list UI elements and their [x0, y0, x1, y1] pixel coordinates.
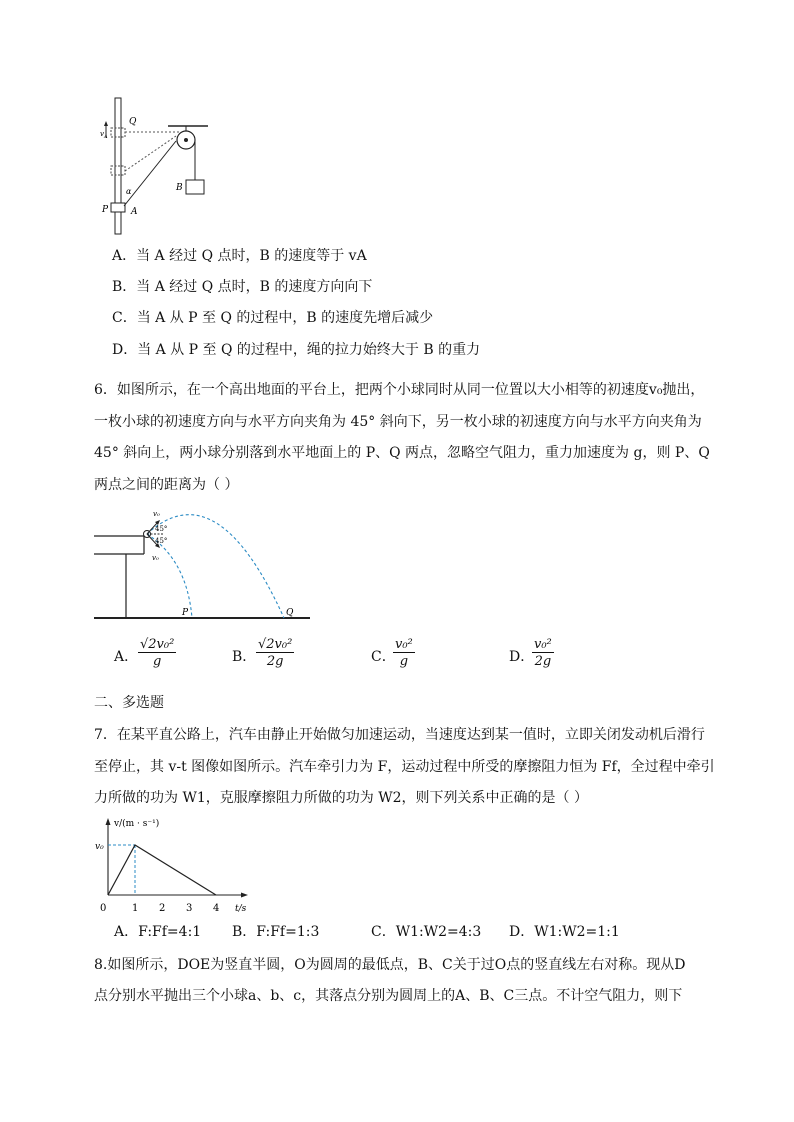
- velocity-arrowhead: [104, 121, 108, 126]
- x-tick-0: 0: [100, 903, 107, 914]
- q6-option-b-label: B．: [232, 649, 257, 665]
- q6-option-b-denominator: 2g: [266, 654, 284, 669]
- x-axis-label: t/s: [235, 904, 247, 914]
- label-angle-down: 45°: [155, 537, 168, 545]
- label-angle-up: 45°: [155, 525, 168, 533]
- rope-a: [124, 141, 176, 206]
- q6-option-d-numerator: v₀²: [534, 637, 552, 652]
- series-line-v: [108, 845, 216, 895]
- q6-option-c-denominator: g: [399, 654, 409, 669]
- label-v0-up: v₀: [153, 510, 160, 518]
- label-b: B: [176, 183, 183, 193]
- slider-a: [111, 203, 125, 212]
- q7-line-3: 力所做的功为 W1，克服摩擦阻力所做的功为 W2，则下列关系中正确的是（ ）: [94, 790, 588, 806]
- rope-dashed-mid: [125, 136, 176, 171]
- q6-option-b-fraction: [256, 637, 294, 669]
- section-heading-multiple-choice: 二、多选题: [94, 695, 164, 711]
- q7-option-b: B．F:Ff=1:3: [232, 924, 320, 940]
- q6-option-c-label: C．: [371, 649, 396, 665]
- trajectory-upward: [147, 515, 284, 618]
- x-tick-4: 4: [213, 903, 220, 914]
- q6-line-2: 一枚小球的初速度方向与水平方向夹角为 45° 斜向下，另一枚小球的初速度方向与水平方向夹角为: [94, 414, 702, 430]
- label-alpha: α: [126, 187, 132, 196]
- q6-option-a-denominator: g: [153, 654, 162, 669]
- y-axis-arrowhead: [106, 818, 111, 825]
- label-v0-down: v₀: [152, 554, 159, 562]
- figure-q5-pulley: [96, 96, 216, 238]
- q6-line-1: 6．如图所示，在一个高出地面的平台上，把两个小球同时从同一位置以大小相等的初速度v₀抛出，: [94, 382, 705, 398]
- figure-q6-projectiles: [92, 500, 314, 628]
- label-p: P: [182, 608, 189, 618]
- q5-option-b: B．当 A 经过 Q 点时，B 的速度方向向下: [112, 279, 373, 295]
- q6-option-a-label: A．: [114, 649, 139, 665]
- q8-line-2: 点分别水平抛出三个小球a、b、c，其落点分别为圆周上的A、B、C三点。不计空气阻力，则下: [94, 988, 683, 1004]
- q5-option-c: C．当 A 从 P 至 Q 的过程中，B 的速度先增后减少: [112, 310, 434, 326]
- q6-option-a-numerator: √2v₀²: [140, 637, 175, 652]
- y-tick-v0: v₀: [95, 842, 104, 852]
- label-q: Q: [286, 608, 294, 618]
- q6-option-a-fraction: [138, 637, 176, 669]
- velocity-label: v: [100, 130, 104, 138]
- q7-line-2: 至停止，其 v-t 图像如图所示。汽车牵引力为 F，运动过程中所受的摩擦阻力恒为 Ff，全过程中牵引: [94, 759, 715, 775]
- q6-option-c-fraction: [393, 637, 415, 669]
- q6-line-3: 45° 斜向上，两小球分别落到水平地面上的 P、Q 两点，忽略空气阻力，重力加速度为 g，则 P、Q: [94, 445, 710, 461]
- x-axis-arrowhead: [241, 893, 248, 898]
- label-q: Q: [129, 117, 137, 127]
- q7-line-1: 7．在某平直公路上，汽车由静止开始做匀加速运动，当速度达到某一值时，立即关闭发动机后滑行: [94, 727, 705, 743]
- x-tick-3: 3: [186, 903, 193, 914]
- pulley-axle: [184, 138, 188, 142]
- x-tick-2: 2: [159, 903, 166, 914]
- q5-option-a: A．当 A 经过 Q 点时，B 的速度等于 vA: [112, 248, 367, 264]
- label-a: A: [131, 207, 138, 217]
- q6-option-c-numerator: v₀²: [395, 637, 413, 652]
- q8-line-1: 8.如图所示，DOE为竖直半圆，O为圆周的最低点，B、C关于过O点的竖直线左右对称。现从D: [94, 957, 686, 973]
- q6-option-d-fraction: [532, 637, 554, 669]
- velocity-subscript: A: [104, 134, 108, 140]
- q6-line-4: 两点之间的距离为（ ）: [94, 477, 239, 493]
- q6-option-b-numerator: √2v₀²: [258, 637, 293, 652]
- x-tick-1: 1: [132, 903, 139, 914]
- y-axis-label: v/(m · s⁻¹): [114, 819, 160, 829]
- trajectory-downward: [147, 534, 192, 618]
- q6-option-d-label: D．: [509, 649, 535, 665]
- label-p: P: [102, 205, 109, 215]
- figure-q7-vt-chart: [94, 812, 254, 916]
- q7-option-c: C．W1:W2=4:3: [371, 924, 482, 940]
- q7-option-d: D．W1:W2=1:1: [509, 924, 620, 940]
- q7-option-a: A．F:Ff=4:1: [114, 924, 202, 940]
- q6-option-d-denominator: 2g: [534, 654, 552, 669]
- block-b: [186, 180, 204, 194]
- q5-option-d: D．当 A 从 P 至 Q 的过程中，绳的拉力始终大于 B 的重力: [112, 342, 481, 358]
